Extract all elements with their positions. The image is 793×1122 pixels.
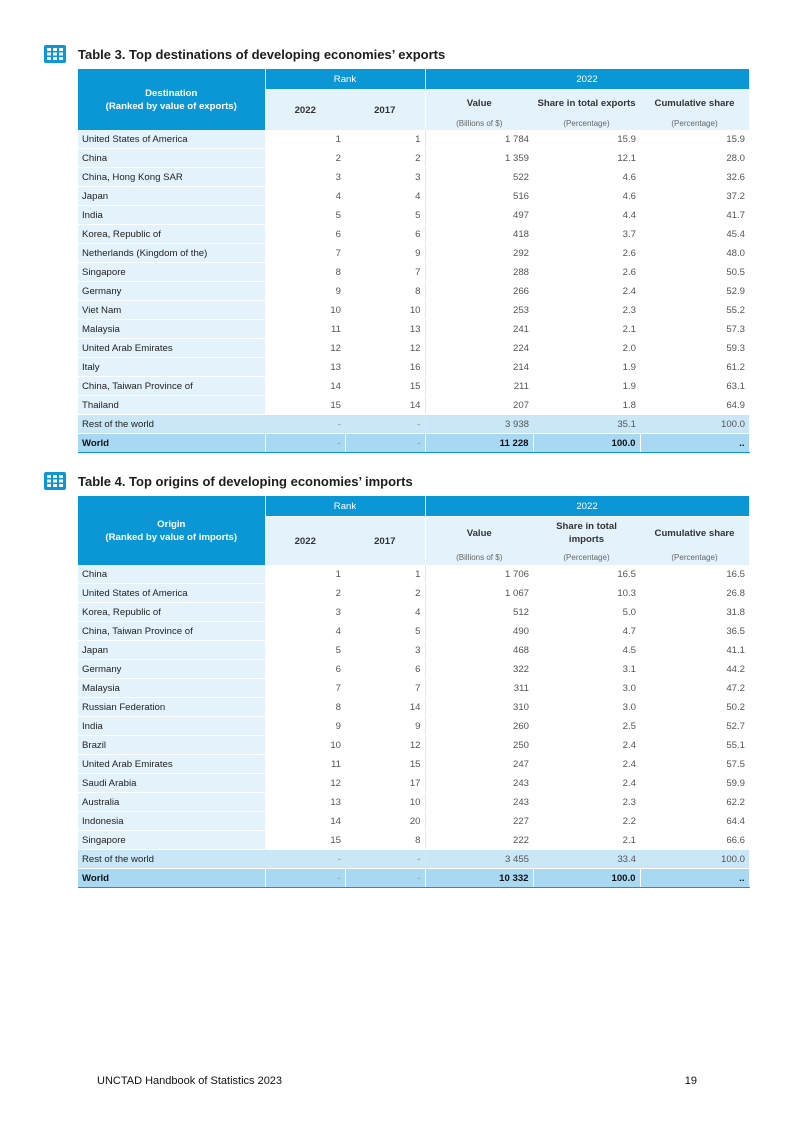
r2017-cell: 8 [345,282,425,301]
value-cell: 522 [425,168,533,187]
value-cell: 3 455 [425,850,533,869]
value-cell: 247 [425,755,533,774]
share-cell: 3.1 [533,660,640,679]
country-cell: China, Taiwan Province of [78,622,265,641]
r2017-cell: 2 [345,149,425,168]
r2022-cell: 3 [265,168,345,187]
share-cell: 2.1 [533,320,640,339]
share-unit: (Percentage) [533,550,640,565]
share-cell: 2.0 [533,339,640,358]
value-cell: 266 [425,282,533,301]
header-line: Origin [157,518,186,530]
table-row [78,130,749,149]
r2017-cell: 3 [345,168,425,187]
cum-cell: 57.3 [640,320,749,339]
country-cell: Thailand [78,396,265,415]
cum-cell: 61.2 [640,358,749,377]
value-cell: 288 [425,263,533,282]
r2017-cell: 9 [345,717,425,736]
r2017-cell: 14 [345,396,425,415]
r2022-cell: 7 [265,679,345,698]
value-cell: 497 [425,206,533,225]
country-cell: Germany [78,660,265,679]
share-cell: 4.6 [533,187,640,206]
cum-cell: 59.9 [640,774,749,793]
share-cell: 4.7 [533,622,640,641]
value-cell: 310 [425,698,533,717]
r2017-cell: 8 [345,831,425,850]
cum-cell: 16.5 [640,565,749,584]
destination-column-header [78,69,265,130]
share-cell: 2.4 [533,774,640,793]
rank-2022-header: 2022 [265,90,345,131]
table-row [78,320,749,339]
rank-2017-header: 2017 [345,517,425,566]
cum-cell: 52.9 [640,282,749,301]
r2022-cell: - [265,415,345,434]
share-cell: 2.4 [533,282,640,301]
cumulative-unit: (Percentage) [640,116,749,130]
r2022-cell: 6 [265,225,345,244]
value-header: Value [425,517,533,550]
country-cell: World [78,434,265,453]
cum-cell: 64.4 [640,812,749,831]
table-3-block [44,44,750,453]
table-3-title: Table 3. Top destinations of developing economies’ exports [78,46,446,62]
r2022-cell: 1 [265,130,345,149]
cum-cell: 55.2 [640,301,749,320]
rank-group-header: Rank [265,69,425,90]
value-cell: 516 [425,187,533,206]
cum-cell: 55.1 [640,736,749,755]
header-line: (Ranked by value of imports) [105,531,238,543]
country-cell: Singapore [78,831,265,850]
r2022-cell: 12 [265,774,345,793]
share-cell: 100.0 [533,434,640,453]
value-cell: 1 784 [425,130,533,149]
table-row [78,263,749,282]
cum-cell: .. [640,869,749,888]
cum-cell: 66.6 [640,831,749,850]
cum-cell: 52.7 [640,717,749,736]
cumulative-header: Cumulative share [640,90,749,117]
r2022-cell: 4 [265,622,345,641]
country-cell: Korea, Republic of [78,225,265,244]
table-row [78,831,749,850]
country-cell: India [78,206,265,225]
r2022-cell: 8 [265,263,345,282]
r2022-cell: 11 [265,320,345,339]
r2022-cell: 3 [265,603,345,622]
country-cell: China [78,565,265,584]
rank-group-header: Rank [265,496,425,517]
value-cell: 11 228 [425,434,533,453]
value-cell: 490 [425,622,533,641]
share-cell: 35.1 [533,415,640,434]
country-cell: Russian Federation [78,698,265,717]
table-row [78,584,749,603]
r2017-cell: - [345,850,425,869]
table-row [78,812,749,831]
country-cell: United Arab Emirates [78,339,265,358]
table-3-title-row [44,44,750,64]
table-row [78,622,749,641]
value-cell: 10 332 [425,869,533,888]
table-4-title: Table 4. Top origins of developing economies’ imports [78,473,413,489]
cum-cell: 26.8 [640,584,749,603]
r2022-cell: 14 [265,812,345,831]
r2017-cell: 3 [345,641,425,660]
country-cell: Rest of the world [78,415,265,434]
r2022-cell: 14 [265,377,345,396]
table-row [78,736,749,755]
share-cell: 3.0 [533,698,640,717]
r2017-cell: 20 [345,812,425,831]
cum-cell: 64.9 [640,396,749,415]
value-cell: 224 [425,339,533,358]
table-row [78,774,749,793]
table-row [78,339,749,358]
header-line: Destination [145,87,198,99]
value-cell: 253 [425,301,533,320]
r2017-cell: 13 [345,320,425,339]
rank-2022-header: 2022 [265,517,345,566]
r2022-cell: 11 [265,755,345,774]
table-row [78,358,749,377]
country-cell: United States of America [78,130,265,149]
share-cell: 5.0 [533,603,640,622]
rest-of-world-row [78,415,749,434]
share-header: Share in total exports [533,90,640,117]
r2017-cell: 14 [345,698,425,717]
country-cell: World [78,869,265,888]
r2017-cell: 12 [345,736,425,755]
share-cell: 3.7 [533,225,640,244]
r2022-cell: 1 [265,565,345,584]
r2017-cell: 4 [345,603,425,622]
cum-cell: 50.5 [640,263,749,282]
country-cell: Viet Nam [78,301,265,320]
r2022-cell: 4 [265,187,345,206]
r2022-cell: 10 [265,301,345,320]
value-cell: 1 706 [425,565,533,584]
share-cell: 4.5 [533,641,640,660]
country-cell: Korea, Republic of [78,603,265,622]
value-cell: 292 [425,244,533,263]
r2022-cell: 9 [265,717,345,736]
country-cell: Singapore [78,263,265,282]
r2022-cell: 8 [265,698,345,717]
cum-cell: 37.2 [640,187,749,206]
table-row [78,149,749,168]
table-4 [78,496,750,888]
cum-cell: 50.2 [640,698,749,717]
value-header: Value [425,90,533,117]
cum-cell: 100.0 [640,415,749,434]
r2017-cell: 1 [345,565,425,584]
r2017-cell: 10 [345,301,425,320]
r2017-cell: 6 [345,660,425,679]
share-cell: 1.8 [533,396,640,415]
rank-2017-header: 2017 [345,90,425,131]
cum-cell: 57.5 [640,755,749,774]
value-cell: 243 [425,774,533,793]
r2017-cell: - [345,869,425,888]
r2017-cell: 5 [345,206,425,225]
table-row [78,282,749,301]
value-cell: 260 [425,717,533,736]
table-row [78,565,749,584]
cum-cell: 62.2 [640,793,749,812]
value-cell: 418 [425,225,533,244]
table-row [78,603,749,622]
page-footer [97,1075,697,1087]
value-cell: 468 [425,641,533,660]
share-cell: 2.6 [533,244,640,263]
r2017-cell: 2 [345,584,425,603]
share-header [533,517,640,550]
cum-cell: .. [640,434,749,453]
share-cell: 15.9 [533,130,640,149]
cum-cell: 31.8 [640,603,749,622]
value-unit: (Billions of $) [425,116,533,130]
share-cell: 2.5 [533,717,640,736]
cum-cell: 15.9 [640,130,749,149]
country-cell: Germany [78,282,265,301]
country-cell: Australia [78,793,265,812]
value-cell: 207 [425,396,533,415]
world-total-row [78,869,749,888]
share-cell: 2.2 [533,812,640,831]
share-cell: 3.0 [533,679,640,698]
share-cell: 10.3 [533,584,640,603]
r2017-cell: 5 [345,622,425,641]
publication-title: UNCTAD Handbook of Statistics 2023 [97,1075,283,1087]
table-3 [78,69,750,453]
r2017-cell: 12 [345,339,425,358]
r2017-cell: 7 [345,679,425,698]
country-cell: Malaysia [78,320,265,339]
value-cell: 512 [425,603,533,622]
table-row [78,717,749,736]
table-row [78,225,749,244]
r2017-cell: 15 [345,377,425,396]
r2022-cell: - [265,869,345,888]
r2022-cell: 12 [265,339,345,358]
page-number: 19 [684,1075,697,1087]
country-cell: China [78,149,265,168]
value-cell: 227 [425,812,533,831]
cum-cell: 28.0 [640,149,749,168]
year-group-header: 2022 [425,69,749,90]
r2022-cell: - [265,434,345,453]
r2022-cell: 5 [265,641,345,660]
r2022-cell: 6 [265,660,345,679]
country-cell: Netherlands (Kingdom of the) [78,244,265,263]
r2017-cell: - [345,434,425,453]
table-row [78,755,749,774]
share-cell: 4.4 [533,206,640,225]
r2017-cell: 9 [345,244,425,263]
cum-cell: 41.1 [640,641,749,660]
value-cell: 243 [425,793,533,812]
r2017-cell: - [345,415,425,434]
country-cell: China, Hong Kong SAR [78,168,265,187]
r2017-cell: 1 [345,130,425,149]
cum-cell: 48.0 [640,244,749,263]
cumulative-unit: (Percentage) [640,550,749,565]
table-row [78,244,749,263]
value-cell: 3 938 [425,415,533,434]
country-cell: India [78,717,265,736]
country-cell: Japan [78,641,265,660]
value-cell: 222 [425,831,533,850]
country-cell: Malaysia [78,679,265,698]
origin-column-header [78,496,265,565]
table-row [78,641,749,660]
table-row [78,206,749,225]
r2017-cell: 10 [345,793,425,812]
table-row [78,793,749,812]
country-cell: Indonesia [78,812,265,831]
table-row [78,660,749,679]
value-cell: 311 [425,679,533,698]
country-cell: Japan [78,187,265,206]
value-cell: 1 359 [425,149,533,168]
table-icon [44,472,66,490]
r2022-cell: 10 [265,736,345,755]
value-cell: 250 [425,736,533,755]
r2022-cell: 5 [265,206,345,225]
r2017-cell: 6 [345,225,425,244]
table-icon [44,45,66,63]
r2022-cell: 15 [265,396,345,415]
r2022-cell: 9 [265,282,345,301]
cumulative-header: Cumulative share [640,517,749,550]
share-cell: 2.3 [533,793,640,812]
cum-cell: 45.4 [640,225,749,244]
share-cell: 2.4 [533,755,640,774]
cum-cell: 100.0 [640,850,749,869]
share-cell: 2.4 [533,736,640,755]
value-cell: 241 [425,320,533,339]
cum-cell: 41.7 [640,206,749,225]
share-cell: 2.6 [533,263,640,282]
table-row [78,698,749,717]
share-cell: 100.0 [533,869,640,888]
table-row [78,301,749,320]
country-cell: China, Taiwan Province of [78,377,265,396]
share-cell: 33.4 [533,850,640,869]
country-cell: Saudi Arabia [78,774,265,793]
cum-cell: 32.6 [640,168,749,187]
country-cell: United States of America [78,584,265,603]
header-line: (Ranked by value of exports) [105,100,237,112]
table-4-block [44,471,750,888]
r2017-cell: 17 [345,774,425,793]
year-group-header: 2022 [425,496,749,517]
table-4-title-row [44,471,750,491]
country-cell: Rest of the world [78,850,265,869]
r2017-cell: 4 [345,187,425,206]
share-unit: (Percentage) [533,116,640,130]
country-cell: Italy [78,358,265,377]
r2017-cell: 7 [345,263,425,282]
share-cell: 4.6 [533,168,640,187]
share-cell: 1.9 [533,377,640,396]
country-cell: Brazil [78,736,265,755]
value-cell: 214 [425,358,533,377]
r2022-cell: 13 [265,793,345,812]
table-row [78,377,749,396]
r2022-cell: 2 [265,149,345,168]
table-row [78,187,749,206]
table-row [78,679,749,698]
r2017-cell: 15 [345,755,425,774]
cum-cell: 59.3 [640,339,749,358]
r2022-cell: 7 [265,244,345,263]
cum-cell: 63.1 [640,377,749,396]
share-cell: 2.3 [533,301,640,320]
share-cell: 16.5 [533,565,640,584]
value-unit: (Billions of $) [425,550,533,565]
value-cell: 322 [425,660,533,679]
r2022-cell: 15 [265,831,345,850]
header-line: imports [568,534,605,546]
world-total-row [78,434,749,453]
cum-cell: 44.2 [640,660,749,679]
value-cell: 1 067 [425,584,533,603]
r2022-cell: 2 [265,584,345,603]
r2017-cell: 16 [345,358,425,377]
share-cell: 2.1 [533,831,640,850]
value-cell: 211 [425,377,533,396]
table-row [78,396,749,415]
cum-cell: 36.5 [640,622,749,641]
r2022-cell: 13 [265,358,345,377]
cum-cell: 47.2 [640,679,749,698]
table-row [78,168,749,187]
share-cell: 1.9 [533,358,640,377]
header-line: Share in total [556,521,617,533]
rest-of-world-row [78,850,749,869]
r2022-cell: - [265,850,345,869]
country-cell: United Arab Emirates [78,755,265,774]
share-cell: 12.1 [533,149,640,168]
